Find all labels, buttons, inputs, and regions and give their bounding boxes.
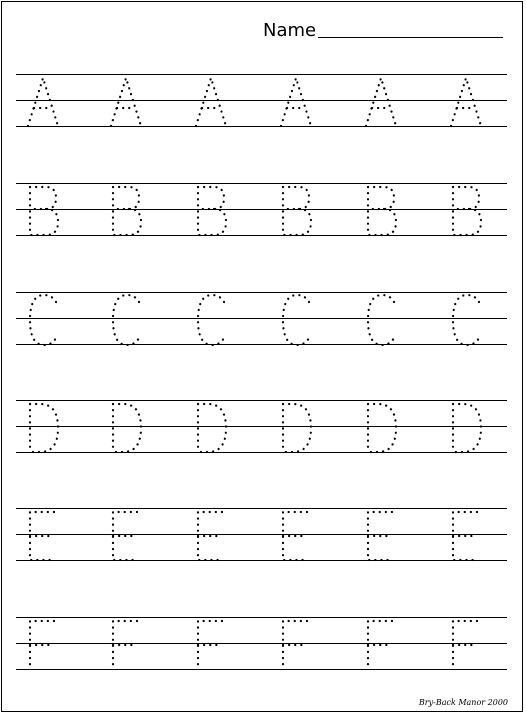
dotted-letter-d bbox=[113, 404, 141, 452]
tracing-row-b bbox=[16, 183, 507, 243]
dotted-letter-c bbox=[30, 295, 56, 345]
dotted-letter-b bbox=[30, 187, 58, 235]
dotted-letter-f bbox=[113, 621, 137, 669]
dotted-letters bbox=[16, 400, 507, 460]
tracing-row-c bbox=[16, 292, 507, 352]
dotted-letter-e bbox=[198, 512, 222, 560]
dotted-letter-b bbox=[453, 187, 481, 235]
dotted-letter-d bbox=[283, 404, 311, 452]
dotted-letter-c bbox=[283, 295, 309, 345]
tracing-row-d bbox=[16, 400, 507, 460]
dotted-letter-c bbox=[198, 295, 224, 345]
dotted-letter-b bbox=[368, 187, 396, 235]
dotted-letter-a bbox=[196, 78, 226, 126]
dotted-letters bbox=[16, 617, 507, 677]
dotted-letters bbox=[16, 292, 507, 352]
dotted-letter-e bbox=[368, 512, 392, 560]
dotted-letter-f bbox=[283, 621, 307, 669]
dotted-letter-b bbox=[283, 187, 311, 235]
dotted-letter-f bbox=[30, 621, 54, 669]
footer-credit: Bry-Back Manor 2000 bbox=[418, 698, 508, 707]
name-label: Name bbox=[263, 20, 317, 41]
name-field bbox=[263, 20, 503, 41]
dotted-letter-a bbox=[111, 78, 141, 126]
dotted-letter-c bbox=[453, 295, 479, 345]
dotted-letters bbox=[16, 183, 507, 243]
dotted-letter-e bbox=[113, 512, 137, 560]
dotted-letter-d bbox=[453, 404, 481, 452]
dotted-letter-a bbox=[281, 78, 311, 126]
dotted-letter-c bbox=[113, 295, 139, 345]
dotted-letter-b bbox=[198, 187, 226, 235]
dotted-letter-a bbox=[366, 78, 396, 126]
dotted-letter-f bbox=[198, 621, 222, 669]
tracing-row-f bbox=[16, 617, 507, 677]
dotted-letter-d bbox=[368, 404, 396, 452]
dotted-letters bbox=[16, 74, 507, 134]
dotted-letter-e bbox=[30, 512, 54, 560]
dotted-letter-c bbox=[368, 295, 394, 345]
tracing-row-a bbox=[16, 74, 507, 134]
dotted-letter-e bbox=[453, 512, 477, 560]
dotted-letters bbox=[16, 508, 507, 568]
name-underline bbox=[318, 37, 503, 38]
dotted-letter-a bbox=[28, 78, 58, 126]
dotted-letter-a bbox=[451, 78, 481, 126]
dotted-letter-d bbox=[30, 404, 58, 452]
dotted-letter-d bbox=[198, 404, 226, 452]
tracing-row-e bbox=[16, 508, 507, 568]
dotted-letter-e bbox=[283, 512, 307, 560]
dotted-letter-f bbox=[453, 621, 477, 669]
dotted-letter-b bbox=[113, 187, 141, 235]
dotted-letter-f bbox=[368, 621, 392, 669]
worksheet-page bbox=[1, 1, 523, 712]
